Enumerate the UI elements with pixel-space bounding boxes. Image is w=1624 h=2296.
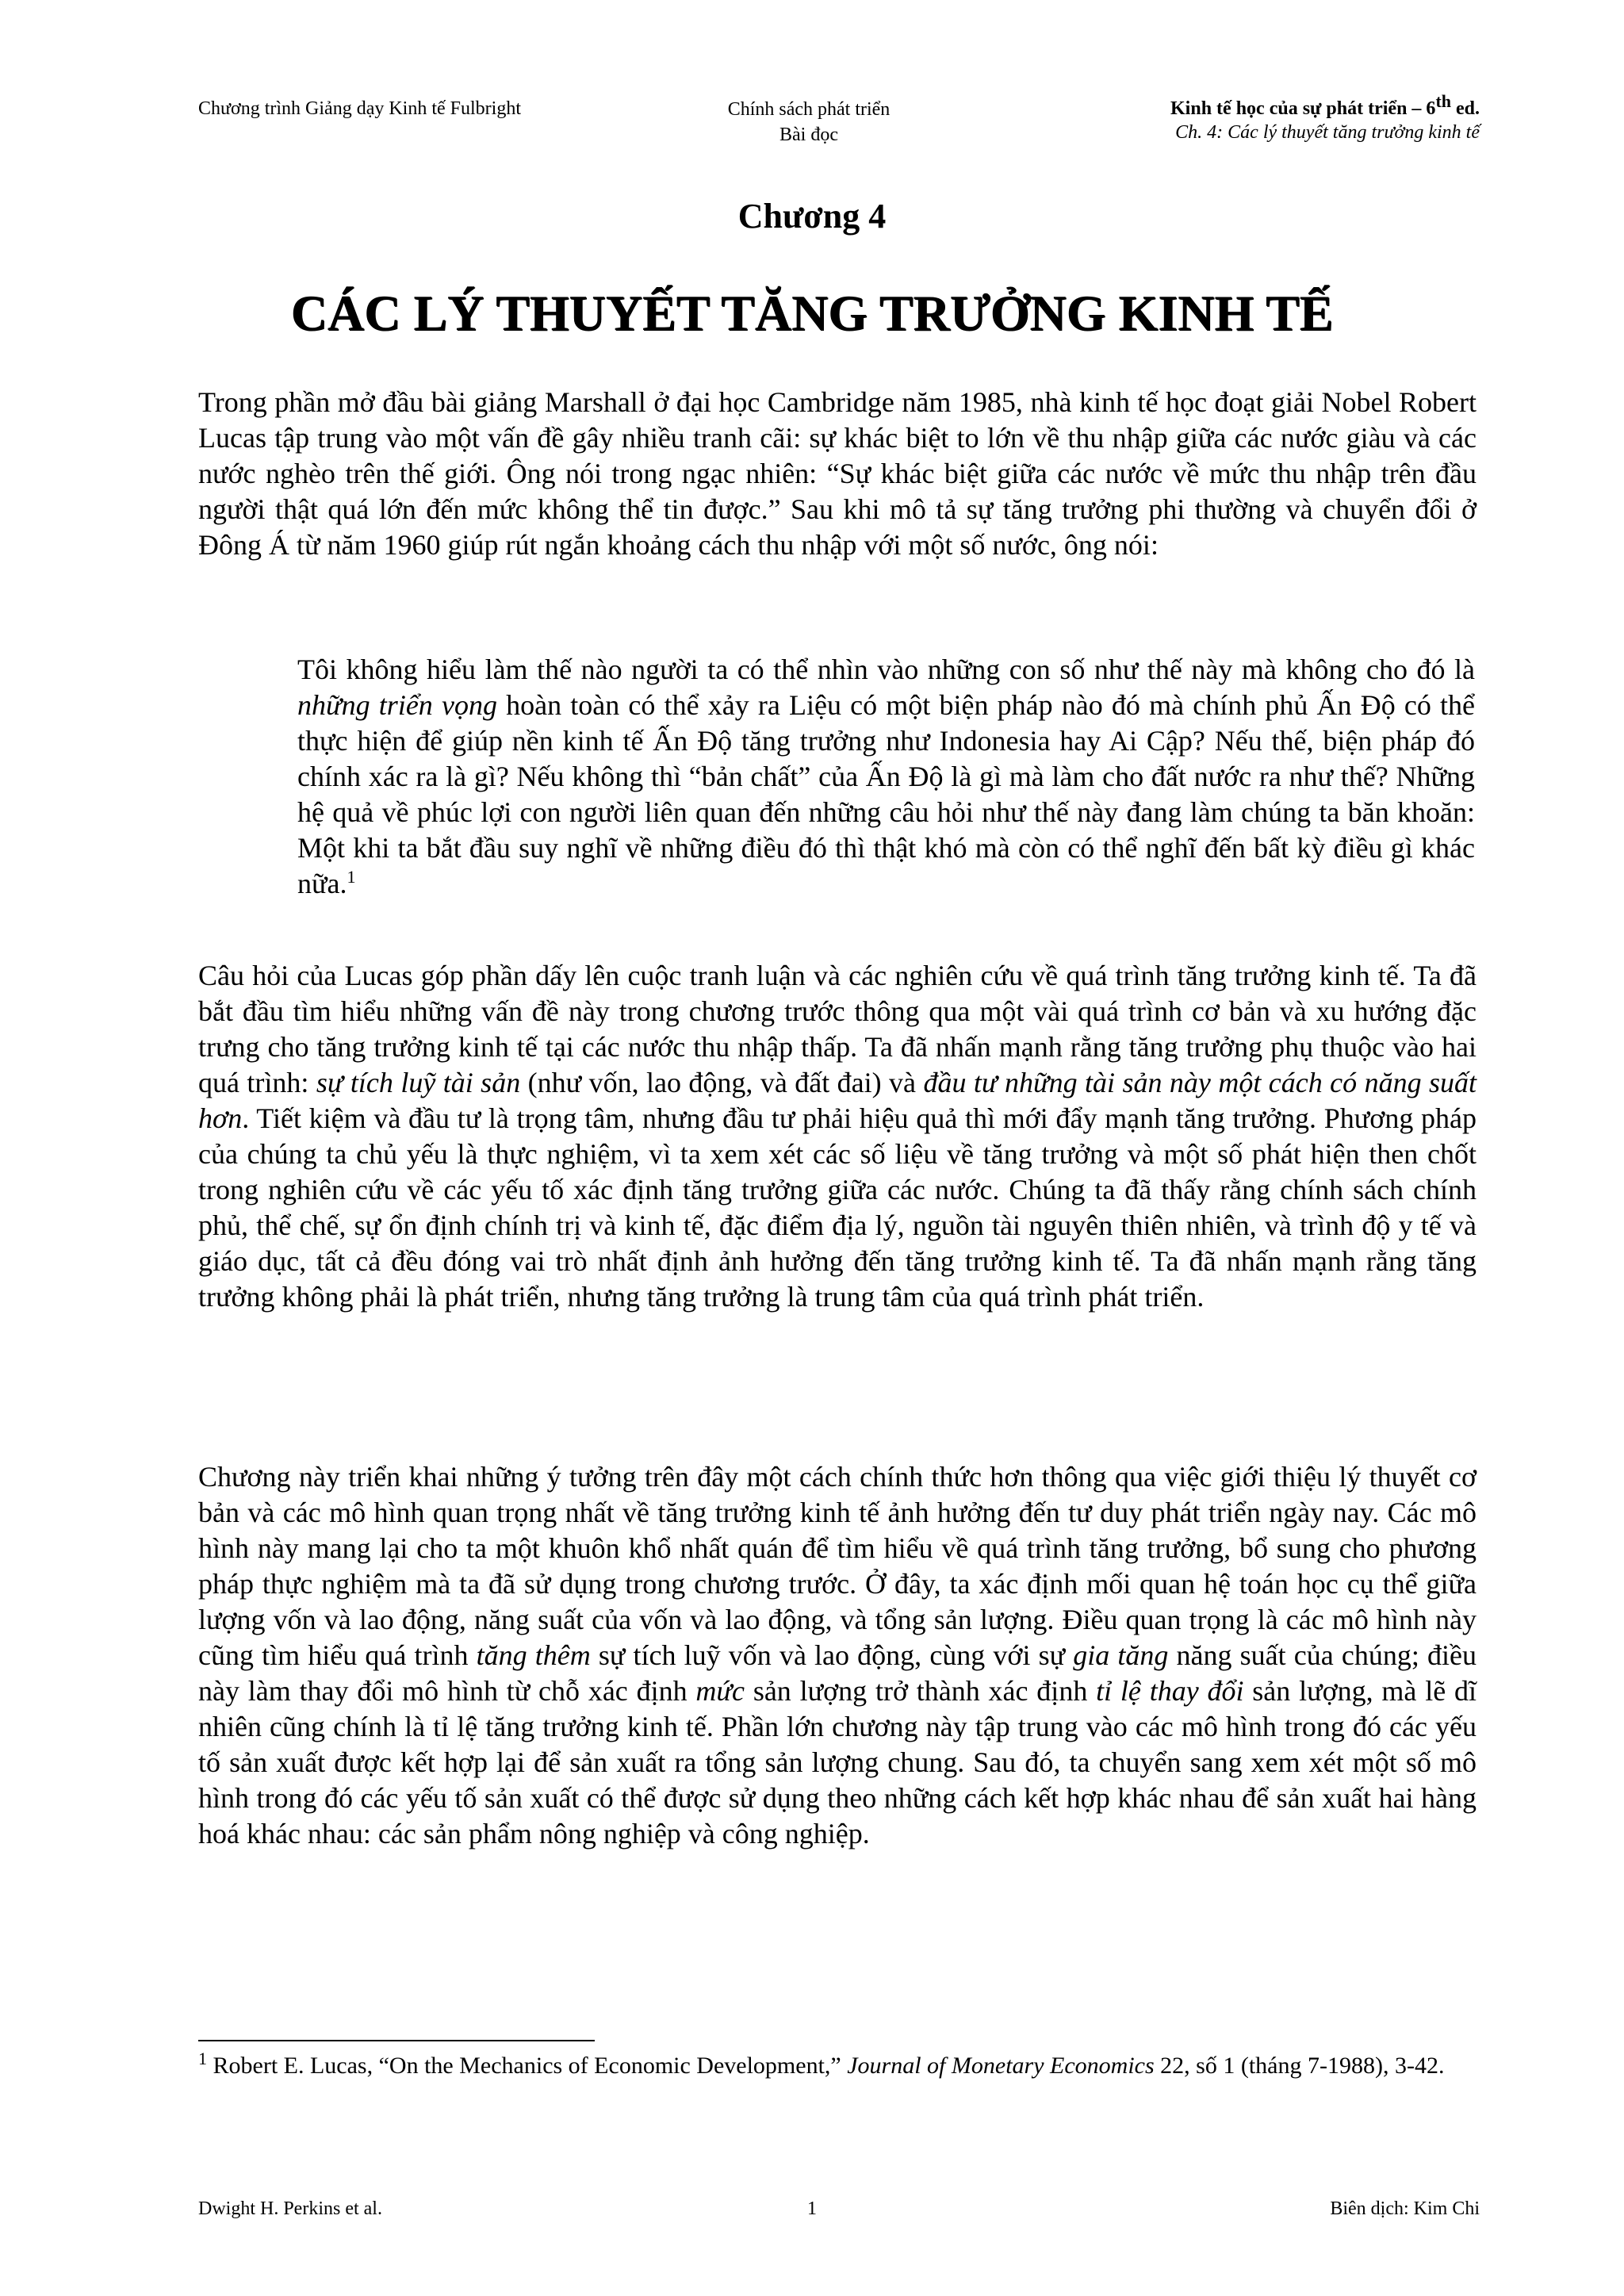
footnote-ref-1[interactable]: 1 xyxy=(347,867,356,887)
p2-italic-1: sự tích luỹ tài sản xyxy=(316,1067,521,1098)
p2-text-3: . Tiết kiệm và đầu tư là trọng tâm, nhưng đầu tư phải hiệu quả thì mới đẩy mạnh tăng trưởng. Phương pháp của chúng ta chủ yếu là thực nghiệm, vì ta xem xét các số liệu về tăng trưởng và một số phát hiện then chốt trong nghiên cứu về các yếu tố xác định tăng trưởng giữa các nước. Chúng ta đã thấy rằng chính sách chính phủ, thể chế, sự ổn định chính trị và kinh tế, đặc điểm địa lý, nguồn tài nguyên thiên nhiên, và trình độ y tế và giáo dục, tất cả đều đóng vai trò nhất định ảnh hưởng đến tăng trưởng kinh tế. Ta đã nhấn mạnh rằng tăng trưởng không phải là phát triển, nhưng tăng trưởng là trung tâm của quá trình phát triển. xyxy=(198,1102,1477,1313)
p2-italic-2: đầu tư những tài sản này một cách có năng suất hơn xyxy=(198,1067,1477,1134)
header-book-title xyxy=(1170,91,1480,121)
p3-italic-2: gia tăng xyxy=(1073,1639,1169,1671)
header-program-name: Chương trình Giảng dạy Kinh tế Fulbright xyxy=(198,98,522,119)
p3-italic-4: tỉ lệ thay đổi xyxy=(1096,1675,1244,1707)
header-edition-sup: th xyxy=(1435,91,1451,111)
paragraph-intro: Trong phần mở đầu bài giảng Marshall ở đại học Cambridge năm 1985, nhà kinh tế học đoạt giải Nobel Robert Lucas tập trung vào một vấn đề gây nhiều tranh cãi: sự khác biệt to lớn về thu nhập giữa các nước giàu và các nước nghèo trên thế giới. Ông nói trong ngạc nhiên: “Sự khác biệt giữa các nước về mức thu nhập trên đầu người thật quá lớn đến mức không thể tin được.” Sau khi mô tả sự tăng trưởng phi thường và chuyển đổi ở Đông Á từ năm 1960 giúp rút ngắn khoảng cách thu nhập với một số nước, ông nói: xyxy=(198,386,1477,561)
header-book-title-text: Kinh tế học của sự phát triển – 6 xyxy=(1170,98,1436,119)
footnote-text-2: 22, số 1 (tháng 7-1988), 3-42. xyxy=(1154,2053,1445,2079)
footer-translator: Biên dịch: Kim Chi xyxy=(1330,2198,1480,2219)
chapter-label: Chương 4 xyxy=(737,197,887,236)
header-reading-label: Bài đọc xyxy=(779,125,838,145)
block-quote xyxy=(297,652,1475,902)
p3-text-3: năng suất của chúng; điều này làm thay đổi mô hình từ chỗ xác định xyxy=(198,1639,1477,1707)
p3-italic-3: mức xyxy=(695,1675,745,1707)
p3-text-2: sự tích luỹ vốn và lao động, cùng với sự xyxy=(590,1639,1074,1671)
p2-text-1: Câu hỏi của Lucas góp phần dấy lên cuộc tranh luận và các nghiên cứu về quá trình tăng trưởng kinh tế. Ta đã bắt đầu tìm hiểu những vấn đề này trong chương trước thông qua một vài quá trình cơ bản và xu hướng đặc trưng cho tăng trưởng kinh tế tại các nước thu nhập thấp. Ta đã nhấn mạnh rằng tăng trưởng phụ thuộc vào hai quá trình: xyxy=(198,960,1477,1098)
header-edition-suffix: ed. xyxy=(1451,98,1480,119)
paragraph-chapter-overview xyxy=(198,1459,1477,1852)
paragraph-lucas-question xyxy=(198,958,1477,1315)
quote-text-2: hoàn toàn có thể xảy ra Liệu có một biện pháp nào đó mà chính phủ Ấn Độ có thể thực hiện để giúp nền kinh tế Ấn Độ tăng trưởng như Indonesia hay Ai Cập? Nếu thế, biện pháp đó chính xác ra là gì? Nếu không thì “bản chất” của Ấn Độ là gì mà làm cho đất nước ra như thế? Những hệ quả về phúc lợi con người liên quan đến những câu hỏi như thế này đang làm chúng ta băn khoăn: Một khi ta bắt đầu suy nghĩ về những điều đó thì thật khó mà còn có thể nghĩ đến bất kỳ điều gì khác nữa. xyxy=(297,689,1476,899)
footer-page-number: 1 xyxy=(807,2198,817,2219)
chapter-title: CÁC LÝ THUYẾT TĂNG TRƯỞNG KINH TẾ xyxy=(290,285,1334,341)
header-book-info xyxy=(1170,91,1480,144)
header-course-title: Chính sách phát triển xyxy=(727,99,891,120)
footnote-1 xyxy=(198,2050,1477,2082)
footnote-journal: Journal of Monetary Economics xyxy=(847,2053,1155,2079)
quote-text-1: Tôi không hiểu làm thế nào người ta có thể nhìn vào những con số như thế này mà không cho đó là xyxy=(297,654,1475,685)
header-course xyxy=(603,97,1015,148)
p3-text-4: sản lượng trở thành xác định xyxy=(745,1675,1097,1707)
footer-authors: Dwight H. Perkins et al. xyxy=(198,2198,382,2219)
footnote-divider xyxy=(198,2040,595,2041)
header-chapter-ref: Ch. 4: Các lý thuyết tăng trưởng kinh tế xyxy=(1175,122,1480,143)
p3-text-5: sản lượng, mà lẽ dĩ nhiên cũng chính là tỉ lệ tăng trưởng kinh tế. Phần lớn chương này tập trung vào các mô hình trong đó các yếu tố sản xuất được kết hợp lại để sản xuất ra tổng sản lượng chung. Sau đó, ta chuyển sang xem xét một số mô hình trong đó các yếu tố sản xuất có thể được sử dụng theo những cách kết hợp khác nhau để sản xuất hai hàng hoá khác nhau: các sản phẩm nông nghiệp và công nghiệp. xyxy=(198,1675,1477,1849)
footnote-number: 1 xyxy=(198,2049,207,2068)
p3-text-1: Chương này triển khai những ý tưởng trên đây một cách chính thức hơn thông qua việc giới thiệu lý thuyết cơ bản và các mô hình quan trọng nhất về tăng trưởng kinh tế ảnh hưởng đến tư duy phát triển ngày nay. Các mô hình này mang lại cho ta một khuôn khổ nhất quán để tìm hiểu về quá trình tăng trưởng, bổ sung cho phương pháp thực nghiệm mà ta đã sử dụng trong chương trước. Ở đây, ta xác định mối quan hệ toán học cụ thể giữa lượng vốn và lao động, năng suất của vốn và lao động, và tổng sản lượng. Điều quan trọng là các mô hình này cũng tìm hiểu quá trình xyxy=(198,1461,1477,1671)
p2-text-2: (như vốn, lao động, và đất đai) và xyxy=(520,1067,924,1098)
p3-italic-1: tăng thêm xyxy=(476,1639,591,1671)
quote-italic-1: những triển vọng xyxy=(297,689,497,721)
footnote-text-1: Robert E. Lucas, “On the Mechanics of Economic Development,” xyxy=(207,2053,848,2079)
